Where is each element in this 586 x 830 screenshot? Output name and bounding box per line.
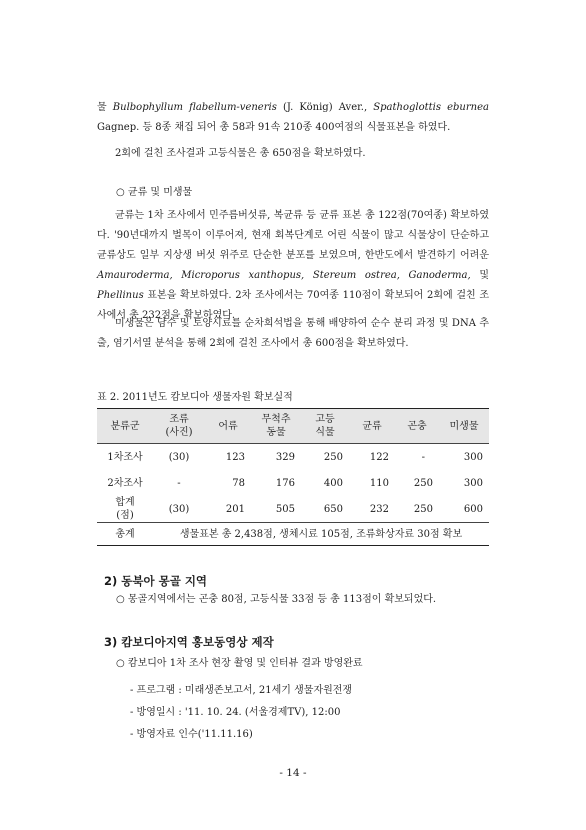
section-2-bullet: ○ 몽골지역에서는 곤충 80점, 고등식물 33점 등 총 113점이 확보되었다. [116,594,437,605]
table-total-row [97,523,489,546]
column-header: 무척추 동물 [251,409,301,444]
table-cell: - [177,477,181,489]
fungi-text-2: 표본을 확보하였다. 2차 조사에서는 70여종 110점이 확보되어 2회에 걸친 조사에서 총 232점을 확보하였다. [97,290,489,321]
table-cell: 78 [232,477,245,489]
intro-author: (J. König) Aver., [276,102,374,113]
table-row [97,470,489,496]
table-cell: 400 [323,477,343,489]
intro-paragraph [97,98,489,138]
species-name: Spathoglottis eburnea [373,102,489,113]
table-cell: 123 [225,451,245,463]
table-cell: 600 [463,503,483,515]
fungi-and: 및 [470,270,489,281]
column-header: 미생물 [439,409,489,444]
table-cell: 300 [463,451,483,463]
table-row [97,444,489,471]
table-cell: 110 [369,477,389,489]
column-header: 균류 [349,409,395,444]
fungi-bullet: ○ 균류 및 미생물 [116,187,193,198]
table-cell: 250 [323,451,343,463]
species-name: Phellinus [97,290,144,301]
table-cell: 300 [463,477,483,489]
total-text: 생물표본 총 2,438점, 생체시료 105점, 조류화상자료 30점 확보 [153,523,489,546]
table-cell: (30) [168,451,190,463]
table-cell: (30) [168,503,190,515]
column-header: 어류 [205,409,251,444]
fungi-text-1: 균류는 1차 조사에서 민주름버섯류, 복균류 등 균류 표본 총 122점(70여종) 확보하였다. '90년대까지 벌목이 이루어져, 현재 회복단계로 어린 식물이 많고 식물상이 단순하고 균류상도 일부 지상생 버섯 위주로 단순한 분포를 보였으며, 한반도에서 발견하기 어려운 [97,210,489,261]
table-cell: 250 [413,477,433,489]
resource-table [97,408,489,546]
table-cell: 650 [323,503,343,515]
plants-summary: 2회에 걸친 조사결과 고등식물은 총 650점을 확보하였다. [115,148,366,159]
table-cell: 2차조사 [107,477,143,489]
species-name: Bulbophyllum flabellum-veneris [112,102,277,113]
page-number: - 14 - [279,767,307,779]
table-cell: 250 [413,503,433,515]
fungi-paragraph [97,206,489,326]
table-header-row [97,409,489,444]
microbes-paragraph: 미생물은 담수 및 토양시료를 순차희석법을 통해 배양하여 순수 분리 과정 및 DNA 추출, 염기서열 분석을 통해 2회에 걸친 조사에서 총 600점을 확보하였다. [97,318,489,349]
table-cell: 176 [275,477,295,489]
table-caption: 표 2. 2011년도 캄보디아 생물자원 확보실적 [97,392,293,403]
section-3-bullet: ○ 캄보디아 1차 조사 현장 촬영 및 인터뷰 결과 방영완료 [116,658,363,669]
species-names: Amauroderma, Microporus xanthopus, Stereum ostrea, Ganoderma, [97,270,471,281]
column-header: 고등 식물 [301,409,349,444]
column-header: 분류군 [97,409,153,444]
program-item: - 프로그램 : 미래생존보고서, 21세기 생물자원전쟁 [130,685,353,696]
table-cell: 122 [369,451,389,463]
table-cell: 1차조사 [107,451,143,463]
section-2-heading: 2) 동북아 몽골 지역 [104,574,208,588]
table-cell: 201 [225,503,245,515]
intro-rest: Gagnep. 등 8종 채집 되어 총 58과 91속 210종 400여점의 식물표본을 하였다. [97,122,451,133]
table-cell: 합계 (점) [115,497,135,521]
table-cell: - [421,451,425,463]
intro-prefix: 물 [97,102,113,113]
table-cell: 329 [275,451,295,463]
total-label: 총계 [97,523,153,546]
section-3-heading: 3) 캄보디아지역 홍보동영상 제작 [104,635,274,649]
column-header: 조류 (사진) [153,409,205,444]
handover-item: - 방영자료 인수('11.11.16) [130,729,253,740]
table-cell: 505 [275,503,295,515]
airdate-item: - 방영일시 : '11. 10. 24. (서울경제TV), 12:00 [130,707,341,718]
column-header: 곤충 [395,409,439,444]
table-cell: 232 [369,503,389,515]
table-row [97,496,489,523]
